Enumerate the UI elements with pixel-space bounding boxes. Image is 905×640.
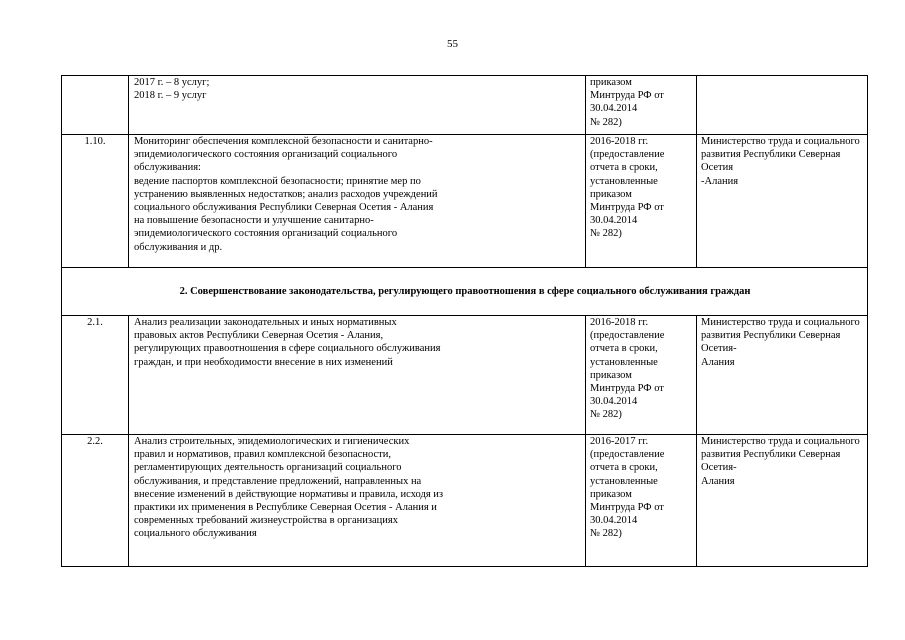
section-title: 2. Совершенствование законодательства, регулирующего правоотношения в сфере социального обслуживания граждан [62, 268, 868, 316]
table-row [62, 435, 868, 567]
activity-cell: 2017 г. – 8 услуг; 2018 г. – 9 услуг [129, 76, 586, 135]
executor-cell: Министерство труда и социального развития Республики Северная Осетия- Алания [697, 435, 868, 567]
executor-cell [697, 76, 868, 135]
page-number: 55 [447, 38, 458, 50]
activity-plan-table [61, 75, 868, 567]
table-row [62, 76, 868, 135]
term-cell: 2016-2017 гг. (предоставление отчета в сроки, установленные приказом Минтруда РФ от 30.04.2014 № 282) [586, 435, 697, 567]
activity-cell: Анализ реализации законодательных и иных нормативных правовых актов Республики Северная Осетия - Алания, регулирующих правоотношения в сфере социального обслуживания граждан, и при необходимости внесение в них изменений [129, 316, 586, 435]
table-row [62, 316, 868, 435]
table-row [62, 135, 868, 268]
item-number-cell: 2.2. [62, 435, 129, 567]
executor-cell: Министерство труда и социального развития Республики Северная Осетия- Алания [697, 316, 868, 435]
item-number-cell: 2.1. [62, 316, 129, 435]
term-cell: 2016-2018 гг. (предоставление отчета в сроки, установленные приказом Минтруда РФ от 30.04.2014 № 282) [586, 135, 697, 268]
section-heading-row [62, 268, 868, 316]
item-number-cell: 1.10. [62, 135, 129, 268]
term-cell: 2016-2018 гг. (предоставление отчета в сроки, установленные приказом Минтруда РФ от 30.04.2014 № 282) [586, 316, 697, 435]
term-cell: приказом Минтруда РФ от 30.04.2014 № 282) [586, 76, 697, 135]
activity-cell: Мониторинг обеспечения комплексной безопасности и санитарно- эпидемиологического состояния организаций социального обслуживания: ведение паспортов комплексной безопасности; принятие мер по устранению выявленных недостатков; анализ расходов учреждений социального обслуживания Республики Северная Осетия - Алания на повышение безопасности и улучшение санитарно- эпидемиологического состояния организаций социального обслуживания и др. [129, 135, 586, 268]
item-number-cell [62, 76, 129, 135]
executor-cell: Министерство труда и социального развития Республики Северная Осетия -Алания [697, 135, 868, 268]
activity-cell: Анализ строительных, эпидемиологических и гигиенических правил и нормативов, правил комплексной безопасности, регламентирующих деятельность организаций социального обслуживания, и представление предложений, направленных на внесение изменений в действующие нормативы и правила, исходя из практики их применения в Республике Северная Осетия - Алания и современных требований жизнеустройства в организациях социального обслуживания [129, 435, 586, 567]
